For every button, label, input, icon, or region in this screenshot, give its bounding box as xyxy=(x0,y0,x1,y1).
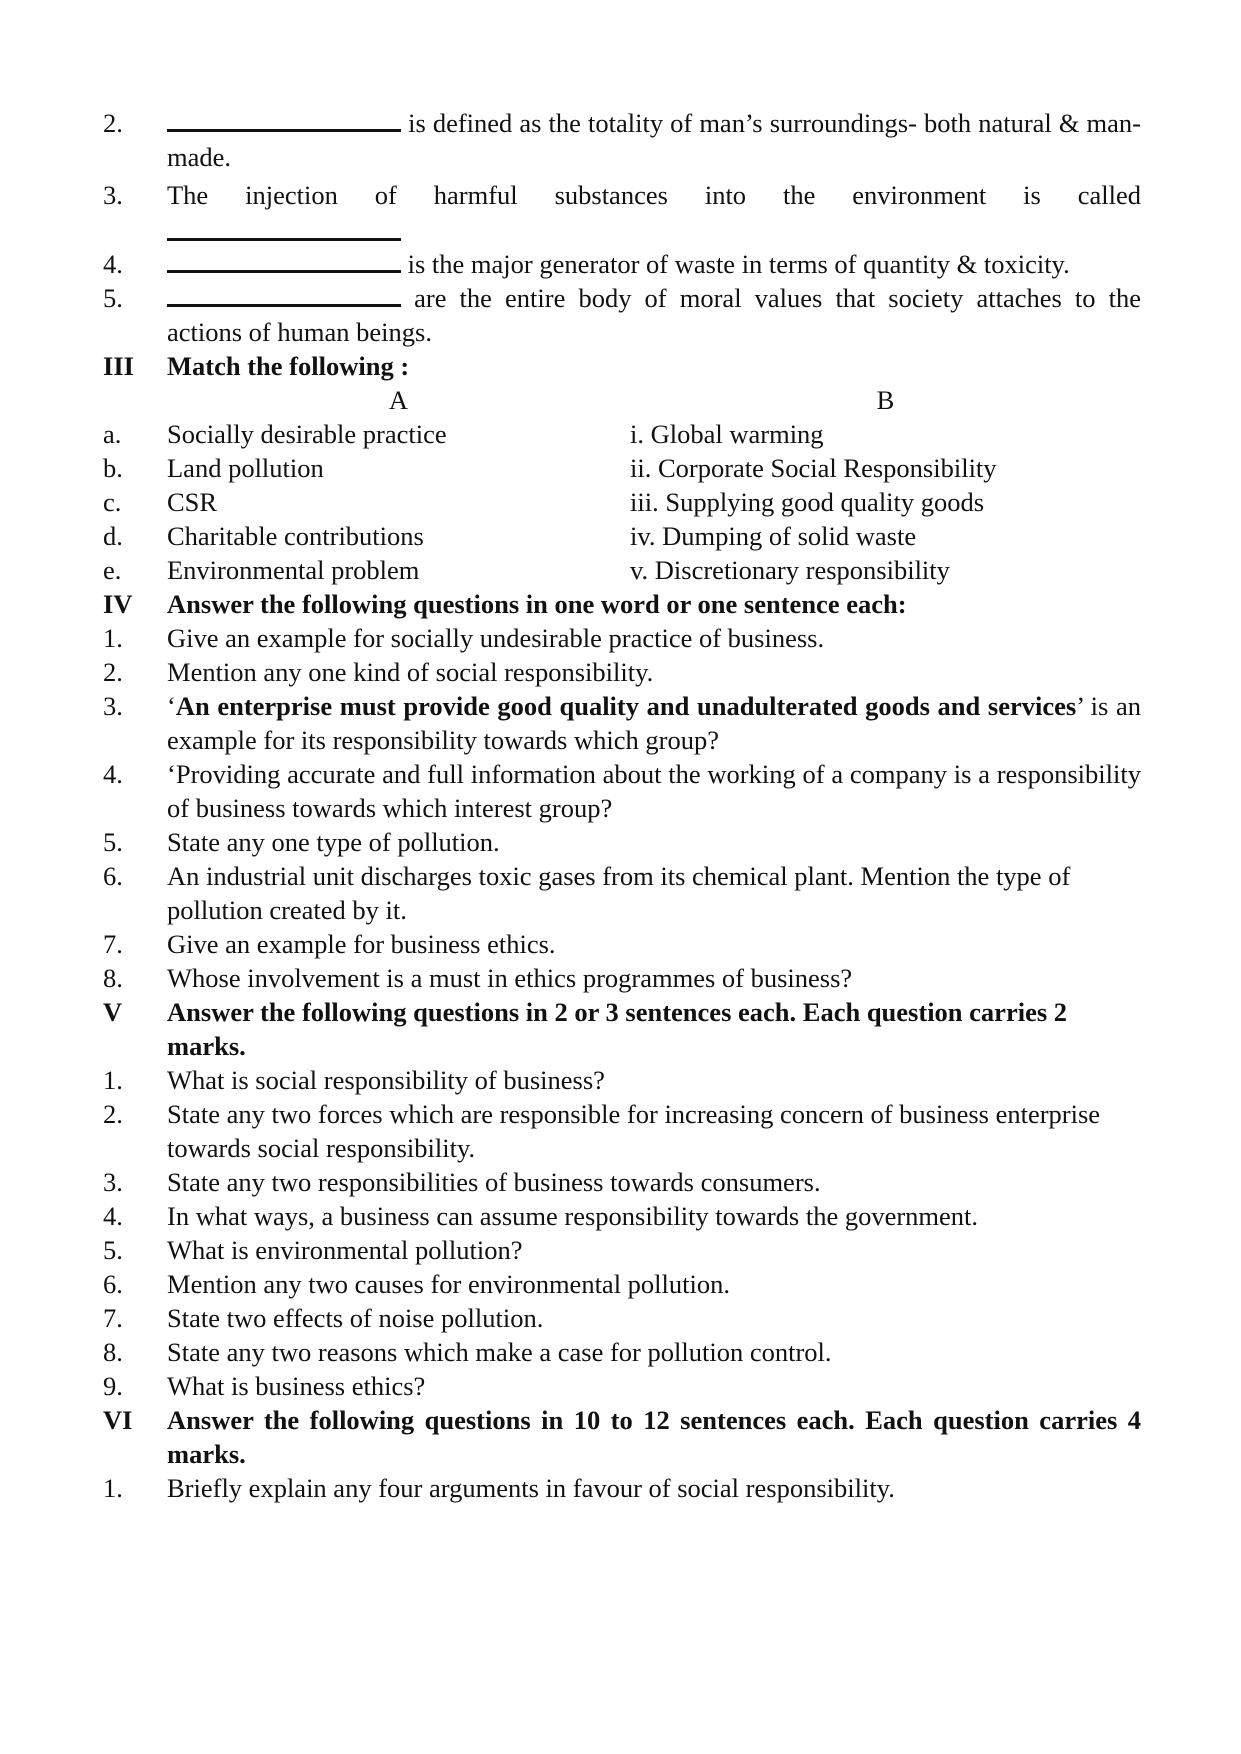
fill-blank-item xyxy=(103,106,1141,174)
question-text: Mention any two causes for environmental pollution. xyxy=(167,1269,731,1299)
item-key: d. xyxy=(103,521,123,551)
question-item xyxy=(103,689,1141,757)
match-row xyxy=(103,519,1141,553)
question-number: 5. xyxy=(103,1235,123,1265)
question-item xyxy=(103,1369,1141,1403)
question-text: ‘Providing accurate and full information about the working of a company is a responsibility of business towards which interest group? xyxy=(167,759,1141,823)
question-item xyxy=(103,825,1141,859)
section-number: VI xyxy=(103,1405,133,1435)
question-text: ‘An enterprise must provide good quality and unadulterated goods and services’ is an example for its responsibility towards which group? xyxy=(167,691,1141,755)
match-row xyxy=(103,553,1141,587)
question-emphasis: An enterprise must provide good quality and unadulterated goods and services xyxy=(175,691,1077,721)
question-number: 4. xyxy=(103,759,123,789)
section-heading xyxy=(103,587,1141,621)
item-text: are the entire body of moral values that society attaches to the actions of human beings. xyxy=(167,283,1141,347)
column-a-cell: CSR xyxy=(167,487,218,517)
question-text: Give an example for business ethics. xyxy=(167,929,556,959)
item-text: is defined as the totality of man’s surroundings- both natural & man-made. xyxy=(167,108,1141,172)
item-number: 2. xyxy=(103,108,123,138)
section-title: Answer the following questions in 10 to 12 sentences each. Each question carries 4 marks. xyxy=(167,1405,1141,1469)
question-text: Mention any one kind of social responsibility. xyxy=(167,657,654,687)
question-item xyxy=(103,757,1141,825)
section-number: V xyxy=(103,997,123,1027)
question-text: What is business ethics? xyxy=(167,1371,426,1401)
question-item xyxy=(103,961,1141,995)
question-item xyxy=(103,621,1141,655)
question-item xyxy=(103,1165,1141,1199)
question-text: In what ways, a business can assume responsibility towards the government. xyxy=(167,1201,979,1231)
question-text: An industrial unit discharges toxic gases from its chemical plant. Mention the type of pollution created by it. xyxy=(167,861,1071,925)
question-number: 8. xyxy=(103,963,123,993)
question-item xyxy=(103,655,1141,689)
question-number: 9. xyxy=(103,1371,123,1401)
question-number: 3. xyxy=(103,1167,123,1197)
question-item xyxy=(103,927,1141,961)
question-number: 1. xyxy=(103,1473,123,1503)
column-a-cell: Charitable contributions xyxy=(167,521,424,551)
question-text: What is social responsibility of business? xyxy=(167,1065,605,1095)
column-b-cell: i. Global warming xyxy=(630,419,824,449)
question-number: 8. xyxy=(103,1337,123,1367)
question-text: State any two responsibilities of business towards consumers. xyxy=(167,1167,821,1197)
question-text: State any two forces which are responsible for increasing concern of business enterprise towards social responsibility. xyxy=(167,1099,1101,1163)
column-a-cell: Land pollution xyxy=(167,453,324,483)
answer-blank xyxy=(167,212,401,241)
question-number: 1. xyxy=(103,1065,123,1095)
column-b-cell: iii. Supplying good quality goods xyxy=(630,487,985,517)
item-text: The injection of harmful substances into the environment is called xyxy=(167,180,1141,210)
question-number: 2. xyxy=(103,657,123,687)
section-number: IV xyxy=(103,589,133,619)
section-title: Answer the following questions in one word or one sentence each: xyxy=(167,589,907,619)
question-text: Briefly explain any four arguments in favour of social responsibility. xyxy=(167,1473,895,1503)
question-text: State two effects of noise pollution. xyxy=(167,1303,544,1333)
question-number: 5. xyxy=(103,827,123,857)
question-number: 6. xyxy=(103,1269,123,1299)
question-number: 1. xyxy=(103,623,123,653)
section-heading xyxy=(103,1403,1141,1471)
question-text: Give an example for socially undesirable practice of business. xyxy=(167,623,825,653)
item-number: 3. xyxy=(103,180,123,210)
column-a-cell: Environmental problem xyxy=(167,555,420,585)
question-item xyxy=(103,1063,1141,1097)
question-number: 4. xyxy=(103,1201,123,1231)
match-row xyxy=(103,451,1141,485)
column-b-cell: iv. Dumping of solid waste xyxy=(630,521,917,551)
match-row xyxy=(103,417,1141,451)
question-text: Whose involvement is a must in ethics programmes of business? xyxy=(167,963,853,993)
question-item xyxy=(103,1233,1141,1267)
question-item xyxy=(103,1097,1141,1165)
question-number: 2. xyxy=(103,1099,123,1129)
question-number: 7. xyxy=(103,929,123,959)
column-b-header: B xyxy=(876,385,895,415)
fill-blank-item xyxy=(103,247,1141,281)
question-number: 6. xyxy=(103,861,123,891)
question-number: 3. xyxy=(103,691,123,721)
question-text: State any two reasons which make a case for pollution control. xyxy=(167,1337,832,1367)
question-item xyxy=(103,859,1141,927)
answer-blank xyxy=(167,107,401,132)
column-a-header: A xyxy=(388,385,409,415)
question-item xyxy=(103,1199,1141,1233)
question-text: State any one type of pollution. xyxy=(167,827,500,857)
fill-blank-item xyxy=(103,178,1141,247)
section-heading xyxy=(103,349,1141,383)
item-key: e. xyxy=(103,555,122,585)
match-row xyxy=(103,485,1141,519)
section-heading xyxy=(103,995,1141,1063)
item-key: b. xyxy=(103,453,123,483)
column-b-cell: ii. Corporate Social Responsibility xyxy=(630,453,997,483)
item-number: 5. xyxy=(103,283,123,313)
answer-blank xyxy=(167,248,401,273)
item-key: a. xyxy=(103,419,122,449)
question-item xyxy=(103,1335,1141,1369)
question-text: What is environmental pollution? xyxy=(167,1235,523,1265)
section-number: III xyxy=(103,351,134,381)
item-text: is the major generator of waste in terms of quantity & toxicity. xyxy=(401,249,1070,279)
section-title: Answer the following questions in 2 or 3 sentences each. Each question carries 2 marks. xyxy=(167,997,1068,1061)
item-key: c. xyxy=(103,487,122,517)
question-number: 7. xyxy=(103,1303,123,1333)
column-b-cell: v. Discretionary responsibility xyxy=(630,555,950,585)
question-item xyxy=(103,1471,1141,1505)
question-item xyxy=(103,1267,1141,1301)
question-item xyxy=(103,1301,1141,1335)
match-header-row xyxy=(103,383,1141,417)
item-number: 4. xyxy=(103,249,123,279)
column-a-cell: Socially desirable practice xyxy=(167,419,447,449)
answer-blank xyxy=(167,282,401,307)
section-title: Match the following : xyxy=(167,351,410,381)
fill-blank-item xyxy=(103,281,1141,349)
